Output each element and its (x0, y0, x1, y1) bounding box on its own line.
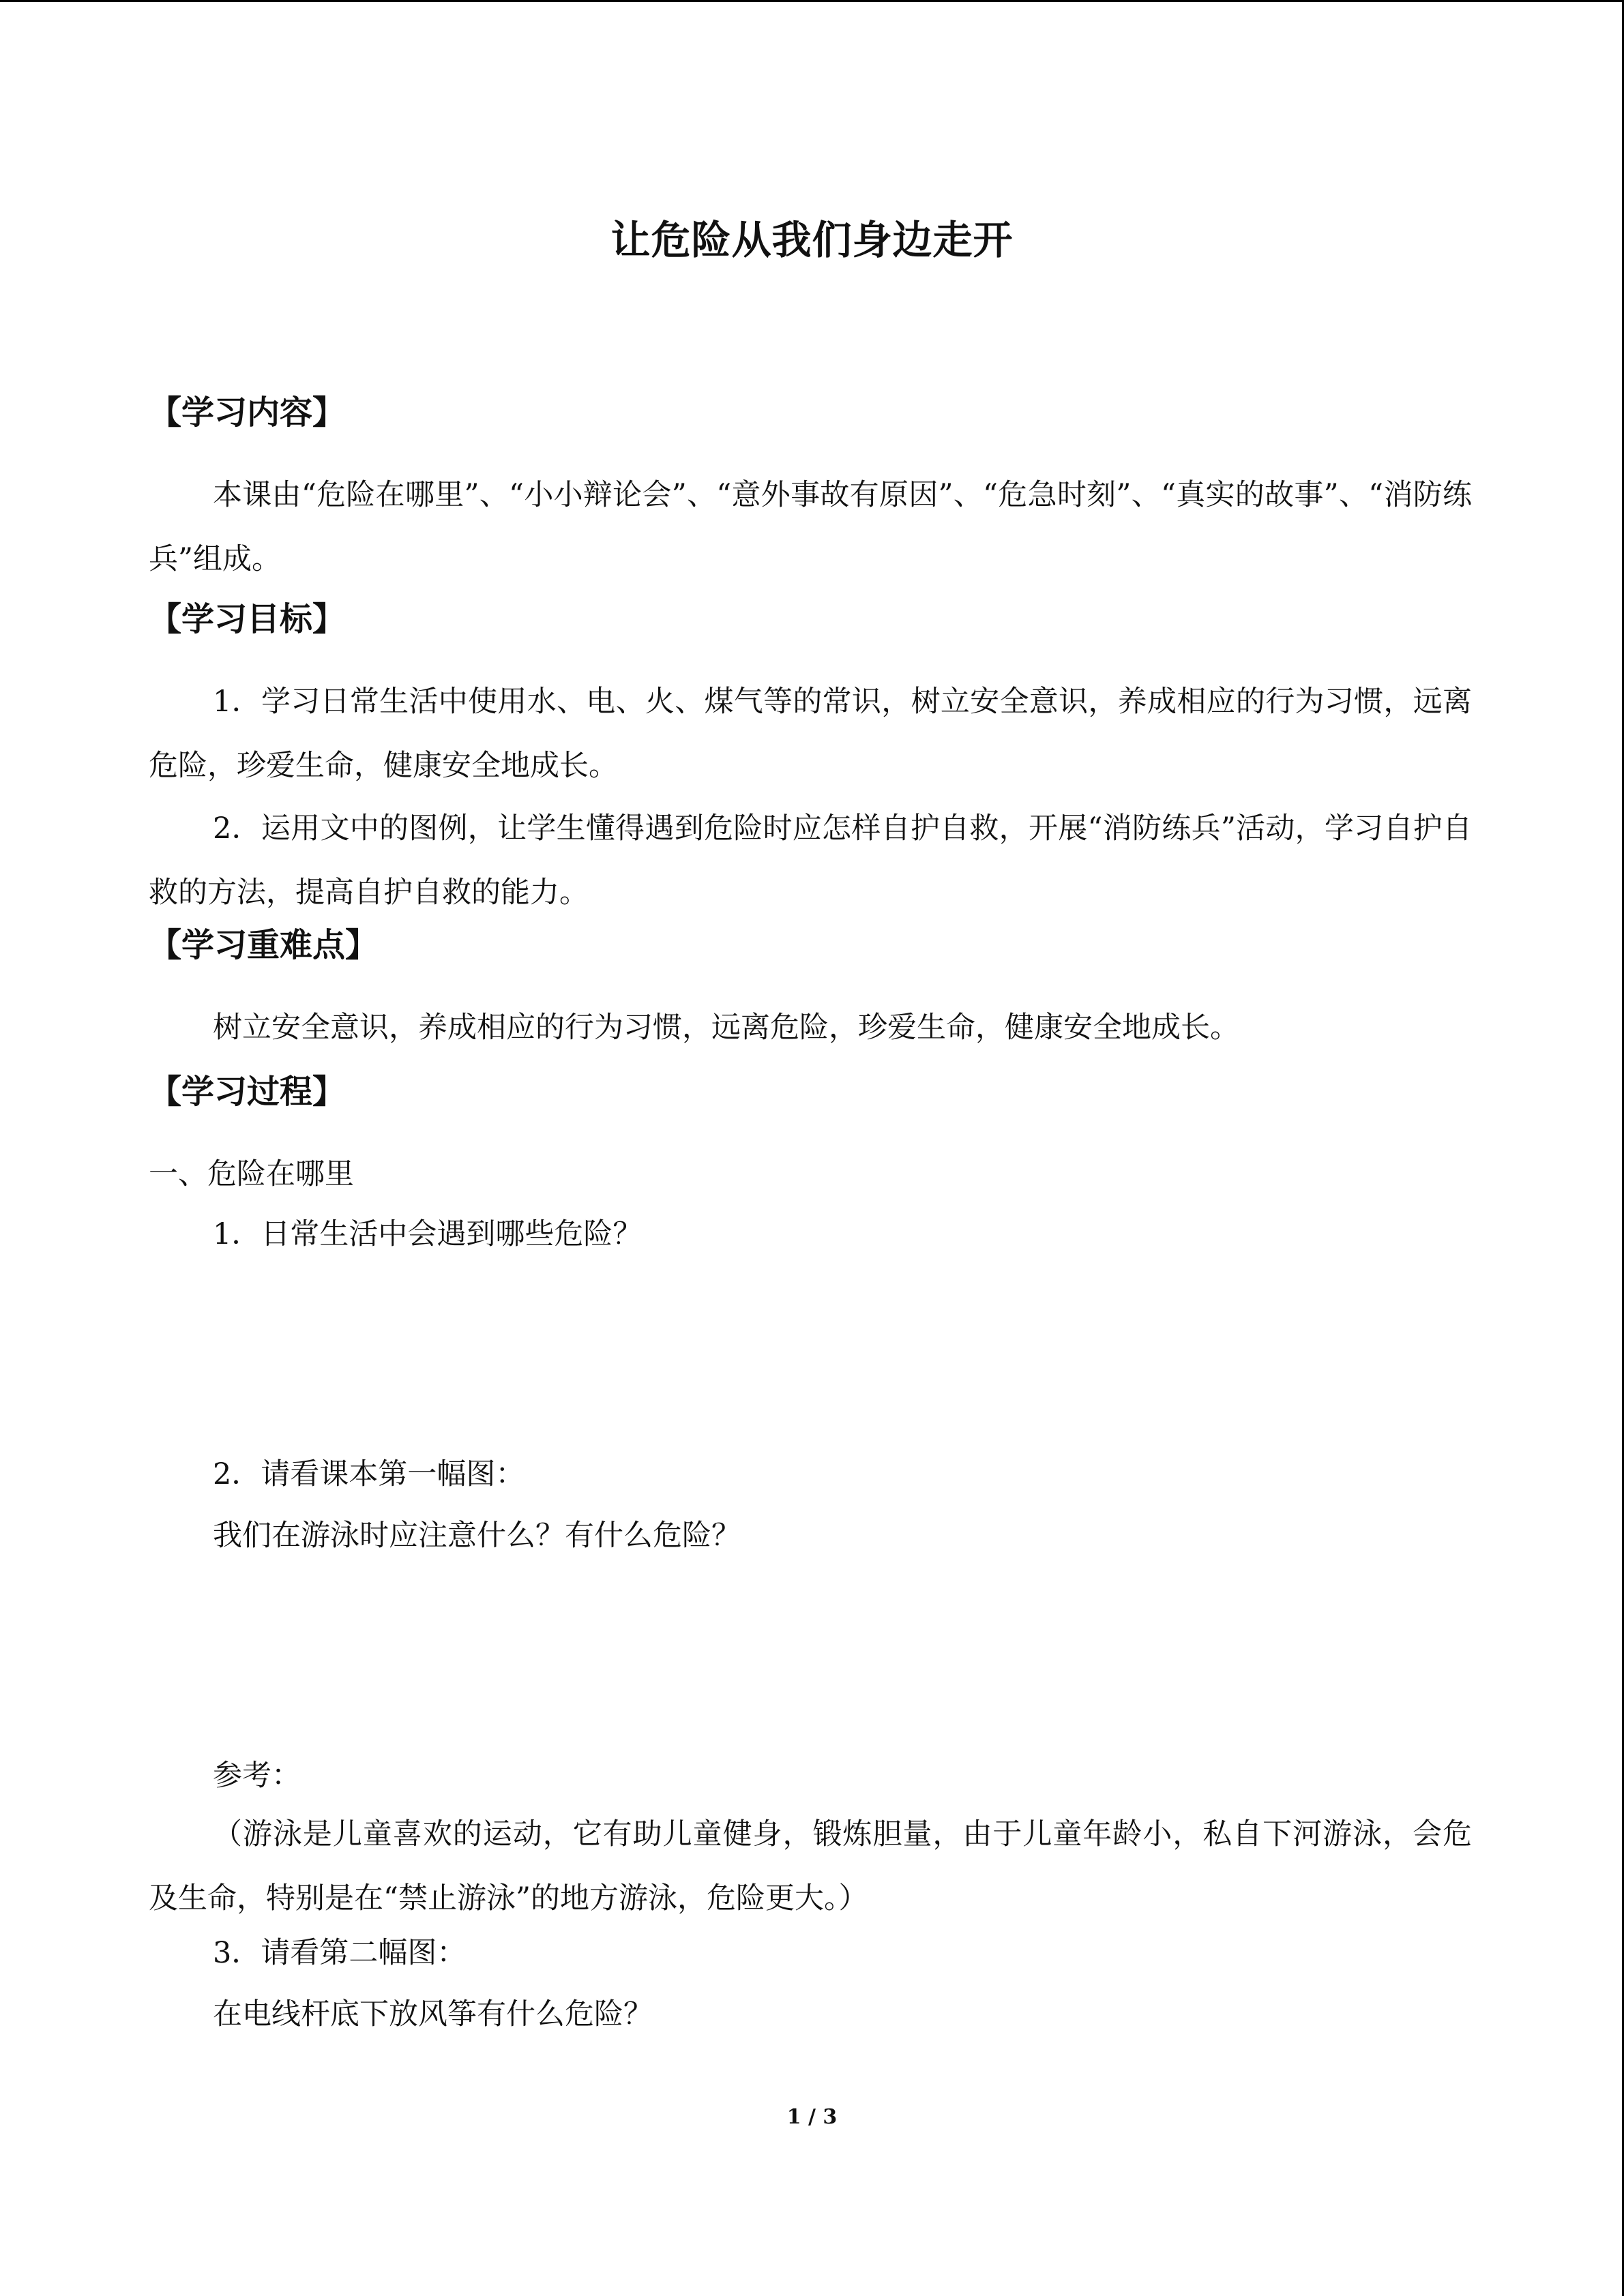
page-border-top (0, 0, 1624, 2)
heading-keypoints: 【学习重难点】 (149, 926, 379, 964)
heading-process: 【学习过程】 (149, 1073, 346, 1111)
question-1: 1．日常生活中会遇到哪些危险？ (213, 1217, 643, 1251)
part1-title: 一、危险在哪里 (149, 1157, 354, 1191)
question-2-sub: 我们在游泳时应注意什么？有什么危险？ (213, 1519, 741, 1553)
reference-label: 参考： (213, 1759, 301, 1793)
content-text: 本课由“危险在哪里”、“小小辩论会”、“意外事故有原因”、“危急时刻”、“真实的故事”、“消防练兵”组成。 (149, 478, 1472, 576)
heading-content: 【学习内容】 (149, 393, 346, 432)
reference-text: （游泳是儿童喜欢的运动，它有助儿童健身，锻炼胆量，由于儿童年龄小，私自下河游泳，会危及生命，特别是在“禁止游泳”的地方游泳，危险更大。） (149, 1817, 1472, 1915)
question-2: 2．请看课本第一幅图： (213, 1457, 525, 1491)
question-3-sub: 在电线杆底下放风筝有什么危险？ (213, 1997, 653, 2031)
question-3: 3．请看第二幅图： (213, 1936, 467, 1970)
heading-goals: 【学习目标】 (149, 600, 346, 638)
keypoints-text: 树立安全意识，养成相应的行为习惯，远离危险，珍爱生命，健康安全地成长。 (213, 1011, 1239, 1045)
page-number: 1 / 3 (786, 2105, 838, 2129)
page-title: 让危险从我们身边走开 (610, 217, 1014, 263)
goal-item-2: 2．运用文中的图例，让学生懂得遇到危险时应怎样自护自救，开展“消防练兵”活动，学习自护自救的方法，提高自护自救的能力。 (149, 811, 1472, 910)
goal-item-1: 1．学习日常生活中使用水、电、火、煤气等的常识，树立安全意识，养成相应的行为习惯，远离危险，珍爱生命，健康安全地成长。 (149, 685, 1472, 783)
